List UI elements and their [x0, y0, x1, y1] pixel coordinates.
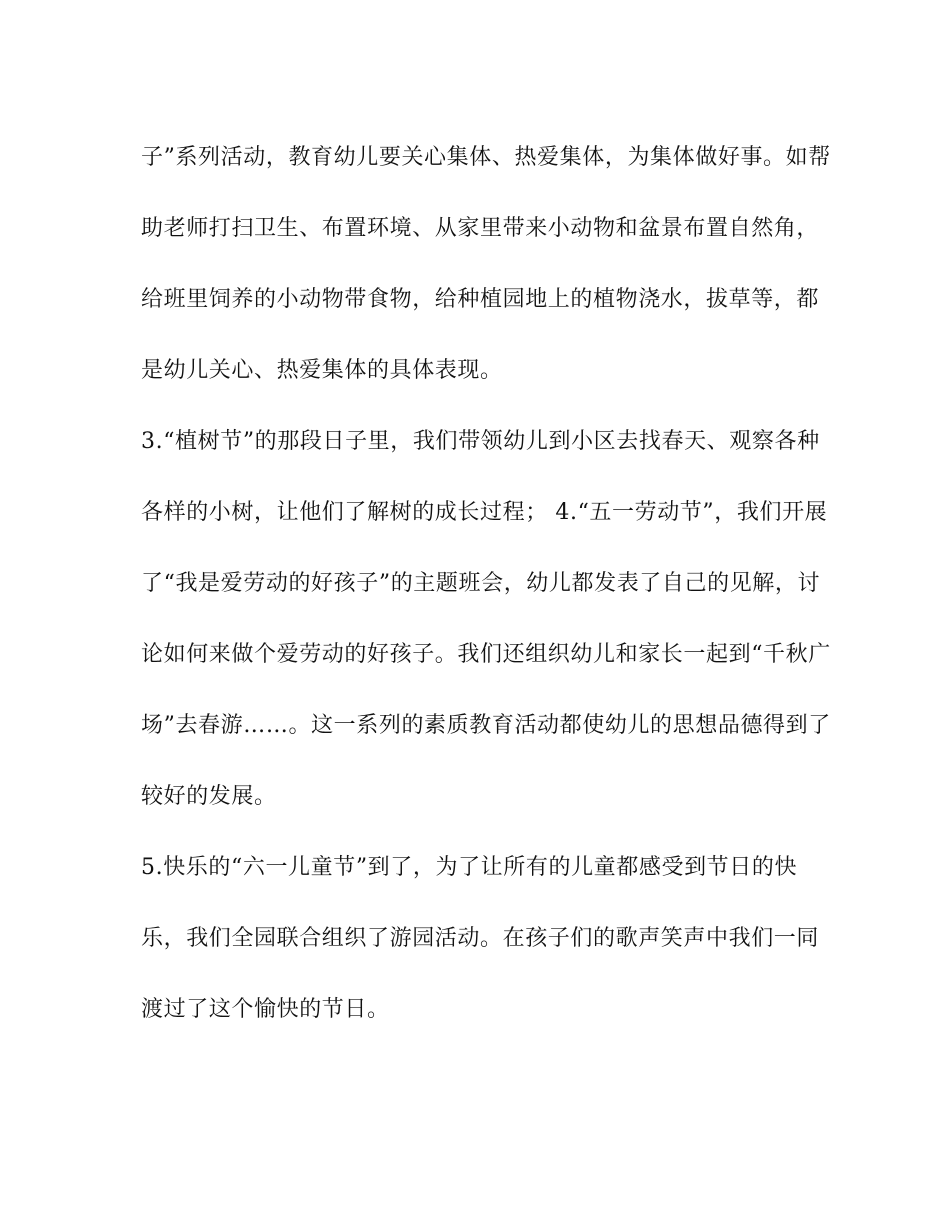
text-line: 是幼儿关心、热爱集体的具体表现。 [141, 358, 503, 383]
text-line: 助老师打扫卫生、布置环境、从家里带来小动物和盆景布置自然角， [141, 216, 820, 241]
text-line: 各样的小树，让他们了解树的成长过程； 4.“五一劳动节”，我们开展 [141, 500, 828, 525]
text-line: 3.“植树节”的那段日子里，我们带领幼儿到小区去找春天、观察各种 [141, 429, 820, 454]
text-line: 渡过了这个愉快的节日。 [141, 997, 390, 1022]
text-line: 场”去春游……。这一系列的素质教育活动都使幼儿的思想品德得到了 [141, 713, 831, 738]
text-line: 5.快乐的“六一儿童节”到了，为了让所有的儿童都感受到节日的快 [141, 855, 798, 880]
text-line: 给班里饲养的小动物带食物，给种植园地上的植物浇水，拔草等，都 [141, 287, 820, 312]
text-line: 论如何来做个爱劳动的好孩子。我们还组织幼儿和家长一起到“千秋广 [141, 642, 831, 667]
text-line: 子”系列活动，教育幼儿要关心集体、热爱集体，为集体做好事。如帮 [141, 145, 831, 170]
text-line: 较好的发展。 [141, 784, 277, 809]
text-line: 乐，我们全园联合组织了游园活动。在孩子们的歌声笑声中我们一同 [141, 926, 820, 951]
text-line: 了“我是爱劳动的好孩子”的主题班会，幼儿都发表了自己的见解，讨 [141, 571, 821, 596]
